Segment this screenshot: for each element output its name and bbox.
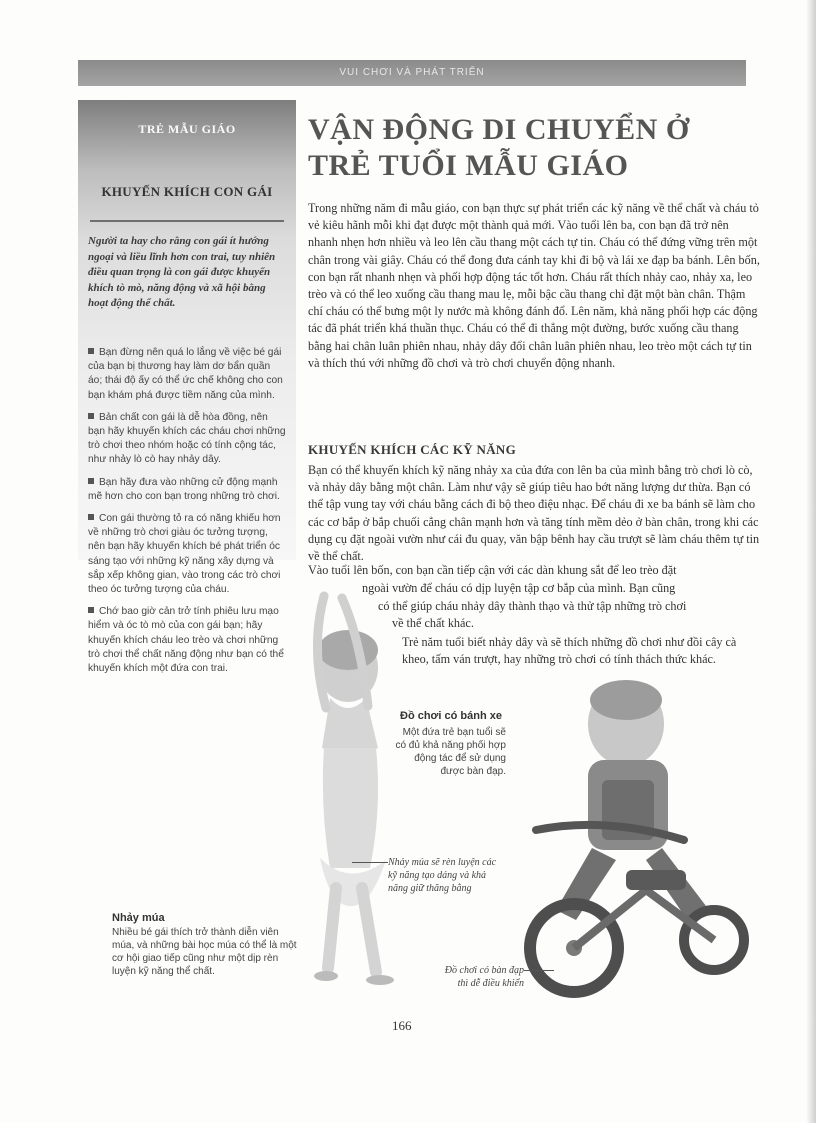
article-paragraph-4: Trẻ năm tuổi biết nhảy dây và sẽ thích những đồ chơi như đồi cây cà kheo, tấm ván trượt, hay những trò chơi có tính thách thức khác.: [402, 635, 737, 667]
article-paragraph-3-line-4: về thể chất khác.: [392, 616, 474, 630]
sidebar-bullet: Bản chất con gái là dễ hòa đồng, nên bạn hãy khuyến khích các cháu chơi những trò chơi theo nhóm hoặc có tính cộng tác, như nhảy lò cò hay nhảy dây.: [88, 411, 286, 466]
sidebar-bullet: Bạn hãy đưa vào những cử động mạnh mẽ hơn cho con bạn trong những trò chơi.: [88, 476, 280, 502]
dance-caption-title: Nhảy múa: [112, 912, 165, 924]
article-title-line-2: TRẺ TUỔI MẪU GIÁO: [308, 149, 629, 182]
sidebar-heading: TRẺ MẪU GIÁO: [138, 122, 236, 136]
bullet-square-icon: [88, 607, 94, 613]
dance-note-caption: Nhảy múa sẽ rèn luyện các kỹ năng tạo dáng và khả năng giữ thăng bằng: [388, 857, 497, 894]
bullet-square-icon: [88, 514, 94, 520]
article-paragraph-1: Trong những năm đi mẫu giáo, con bạn thực sự phát triển các kỹ năng về thể chất và cháu tỏ vẻ kiêu hãnh mỗi khi đạt được một thành quả mới. Vào tuổi lên ba, con bạn đã trở nên nhanh nhẹn hơn nhiều và leo lên cầu thang một cách tự tin. Cháu có thể đứng vững trên một chân trong vài giây. Cháu có thể đong đưa cánh tay khi đi bộ và lái xe đạp ba bánh. Lên bốn, con bạn rất nhanh nhẹn và phối hợp động tác tốt hơn. Cháu rất thích nhảy cao, nhảy xa, leo trèo và có thể leo xuống cầu thang mau lẹ, mỗi bậc cầu thang chỉ đặt một bàn chân. Thậm chí cháu có thể bưng một ly nước mà không đánh đổ. Lên năm, khả năng phối hợp các động tác đã phát triển khá thuần thục. Cháu có thể đi thẳng một đường, bước xuống cầu thang bằng hai chân luân phiên nhau, nhảy dây đổi chân luân phiên nhau, leo trèo một cách tự tin và thích thú với những đồ chơi và trò chơi chuyển động nhanh.: [308, 201, 760, 370]
tricycle-caption-title: Đồ chơi có bánh xe: [400, 710, 502, 722]
dance-caption-text: Nhiều bé gái thích trở thành diễn viên múa, và những bài học múa có thể là một cơ hội giao tiếp cũng như một dịp rèn luyện kỹ năng thể chất.: [112, 927, 297, 977]
section-header-band: [78, 60, 746, 86]
boy-on-tricycle-photo: [506, 680, 756, 1010]
article-title: [308, 112, 758, 184]
bullet-square-icon: [88, 478, 94, 484]
article-paragraph-3-line-1: Vào tuổi lên bốn, con bạn cần tiếp cận với các dàn khung sắt để leo trèo đặt: [308, 563, 677, 577]
article-title-line-1: VẬN ĐỘNG DI CHUYỂN Ở: [308, 113, 690, 146]
sidebar-box: [78, 100, 296, 675]
pedal-note-caption: Đồ chơi có bàn đạp thì dễ điều khiển: [444, 965, 524, 989]
tricycle-caption-text: Một đứa trẻ bạn tuổi sẽ có đủ khả năng phối hợp động tác để sử dụng được bàn đạp.: [395, 727, 506, 777]
article-paragraph-3-line-2: ngoài vườn để cháu có dịp luyện tập cơ bắp của mình. Bạn cũng: [362, 581, 676, 595]
sidebar-bullet-list: [88, 346, 286, 684]
page-edge-shadow: [806, 0, 816, 1123]
sidebar-bullet: Bạn đừng nên quá lo lắng về việc bé gái của bạn bị thương hay làm dơ bẩn quần áo; thái độ ấy có thể ức chế không cho con bạn khám phá được tiềm năng của mình.: [88, 347, 283, 401]
section-label: VUI CHƠI VÀ PHÁT TRIỂN: [339, 67, 485, 78]
article-subheading: KHUYẾN KHÍCH CÁC KỸ NĂNG: [308, 442, 516, 457]
dance-note-pointer-line: [352, 862, 388, 863]
sidebar-intro: Người ta hay cho rằng con gái ít hướng ngoại và liều lĩnh hơn con trai, tuy nhiên điều quan trọng là con gái được khuyến khích tò mò, năng động và xã hội bằng hoạt động thể chất.: [88, 235, 276, 309]
sidebar-bullet: Chớ bao giờ cản trở tính phiêu lưu mạo hiểm và óc tò mò của con gái bạn; hãy khuyến khích cháu leo trèo và chơi những trò chơi thể chất năng động như bạn có thể khuyến khích một đứa con trai.: [88, 606, 284, 675]
article-paragraph-3-line-3: có thể giúp cháu nhảy dây thành thạo và thử tập những trò chơi: [378, 599, 687, 613]
pedal-note-pointer-line: [524, 970, 554, 971]
bullet-square-icon: [88, 348, 94, 354]
girl-dancing-photo: [290, 588, 440, 1000]
page-number: 166: [392, 1018, 412, 1033]
article-paragraph-2: Bạn có thể khuyến khích kỹ năng nhảy xa của đứa con lên ba của mình bằng trò chơi lò cò, và nhảy dây bằng một chân. Làm như vậy sẽ giúp tiêu hao bớt năng lượng dư thừa. Bạn có thể tập vung tay với cháu bằng cách đi bộ theo điệu nhạc. Để cháu đi xe ba bánh sẽ làm cho các cơ bắp ở bắp chuối cẳng chân mạnh hơn và tăng tính mềm dẻo ở bàn chân, trong khi các dụng cụ đặt ngoài vườn như cái đu quay, văn bập bênh hay cầu trượt sẽ làm cháu thêm tự tin về thể chất.: [308, 463, 760, 564]
sidebar-title: KHUYẾN KHÍCH CON GÁI: [101, 184, 273, 199]
bullet-square-icon: [88, 413, 94, 419]
sidebar-divider: [90, 220, 284, 222]
sidebar-bullet: Con gái thường tỏ ra có năng khiếu hơn về những trò chơi giàu óc tưởng tượng, nên bạn hãy khuyến khích bé phát triển óc sáng tạo với những kỹ năng xây dựng và sắp xếp không gian, vào trong các trò chơi theo óc tưởng tượng của cháu.: [88, 513, 281, 596]
